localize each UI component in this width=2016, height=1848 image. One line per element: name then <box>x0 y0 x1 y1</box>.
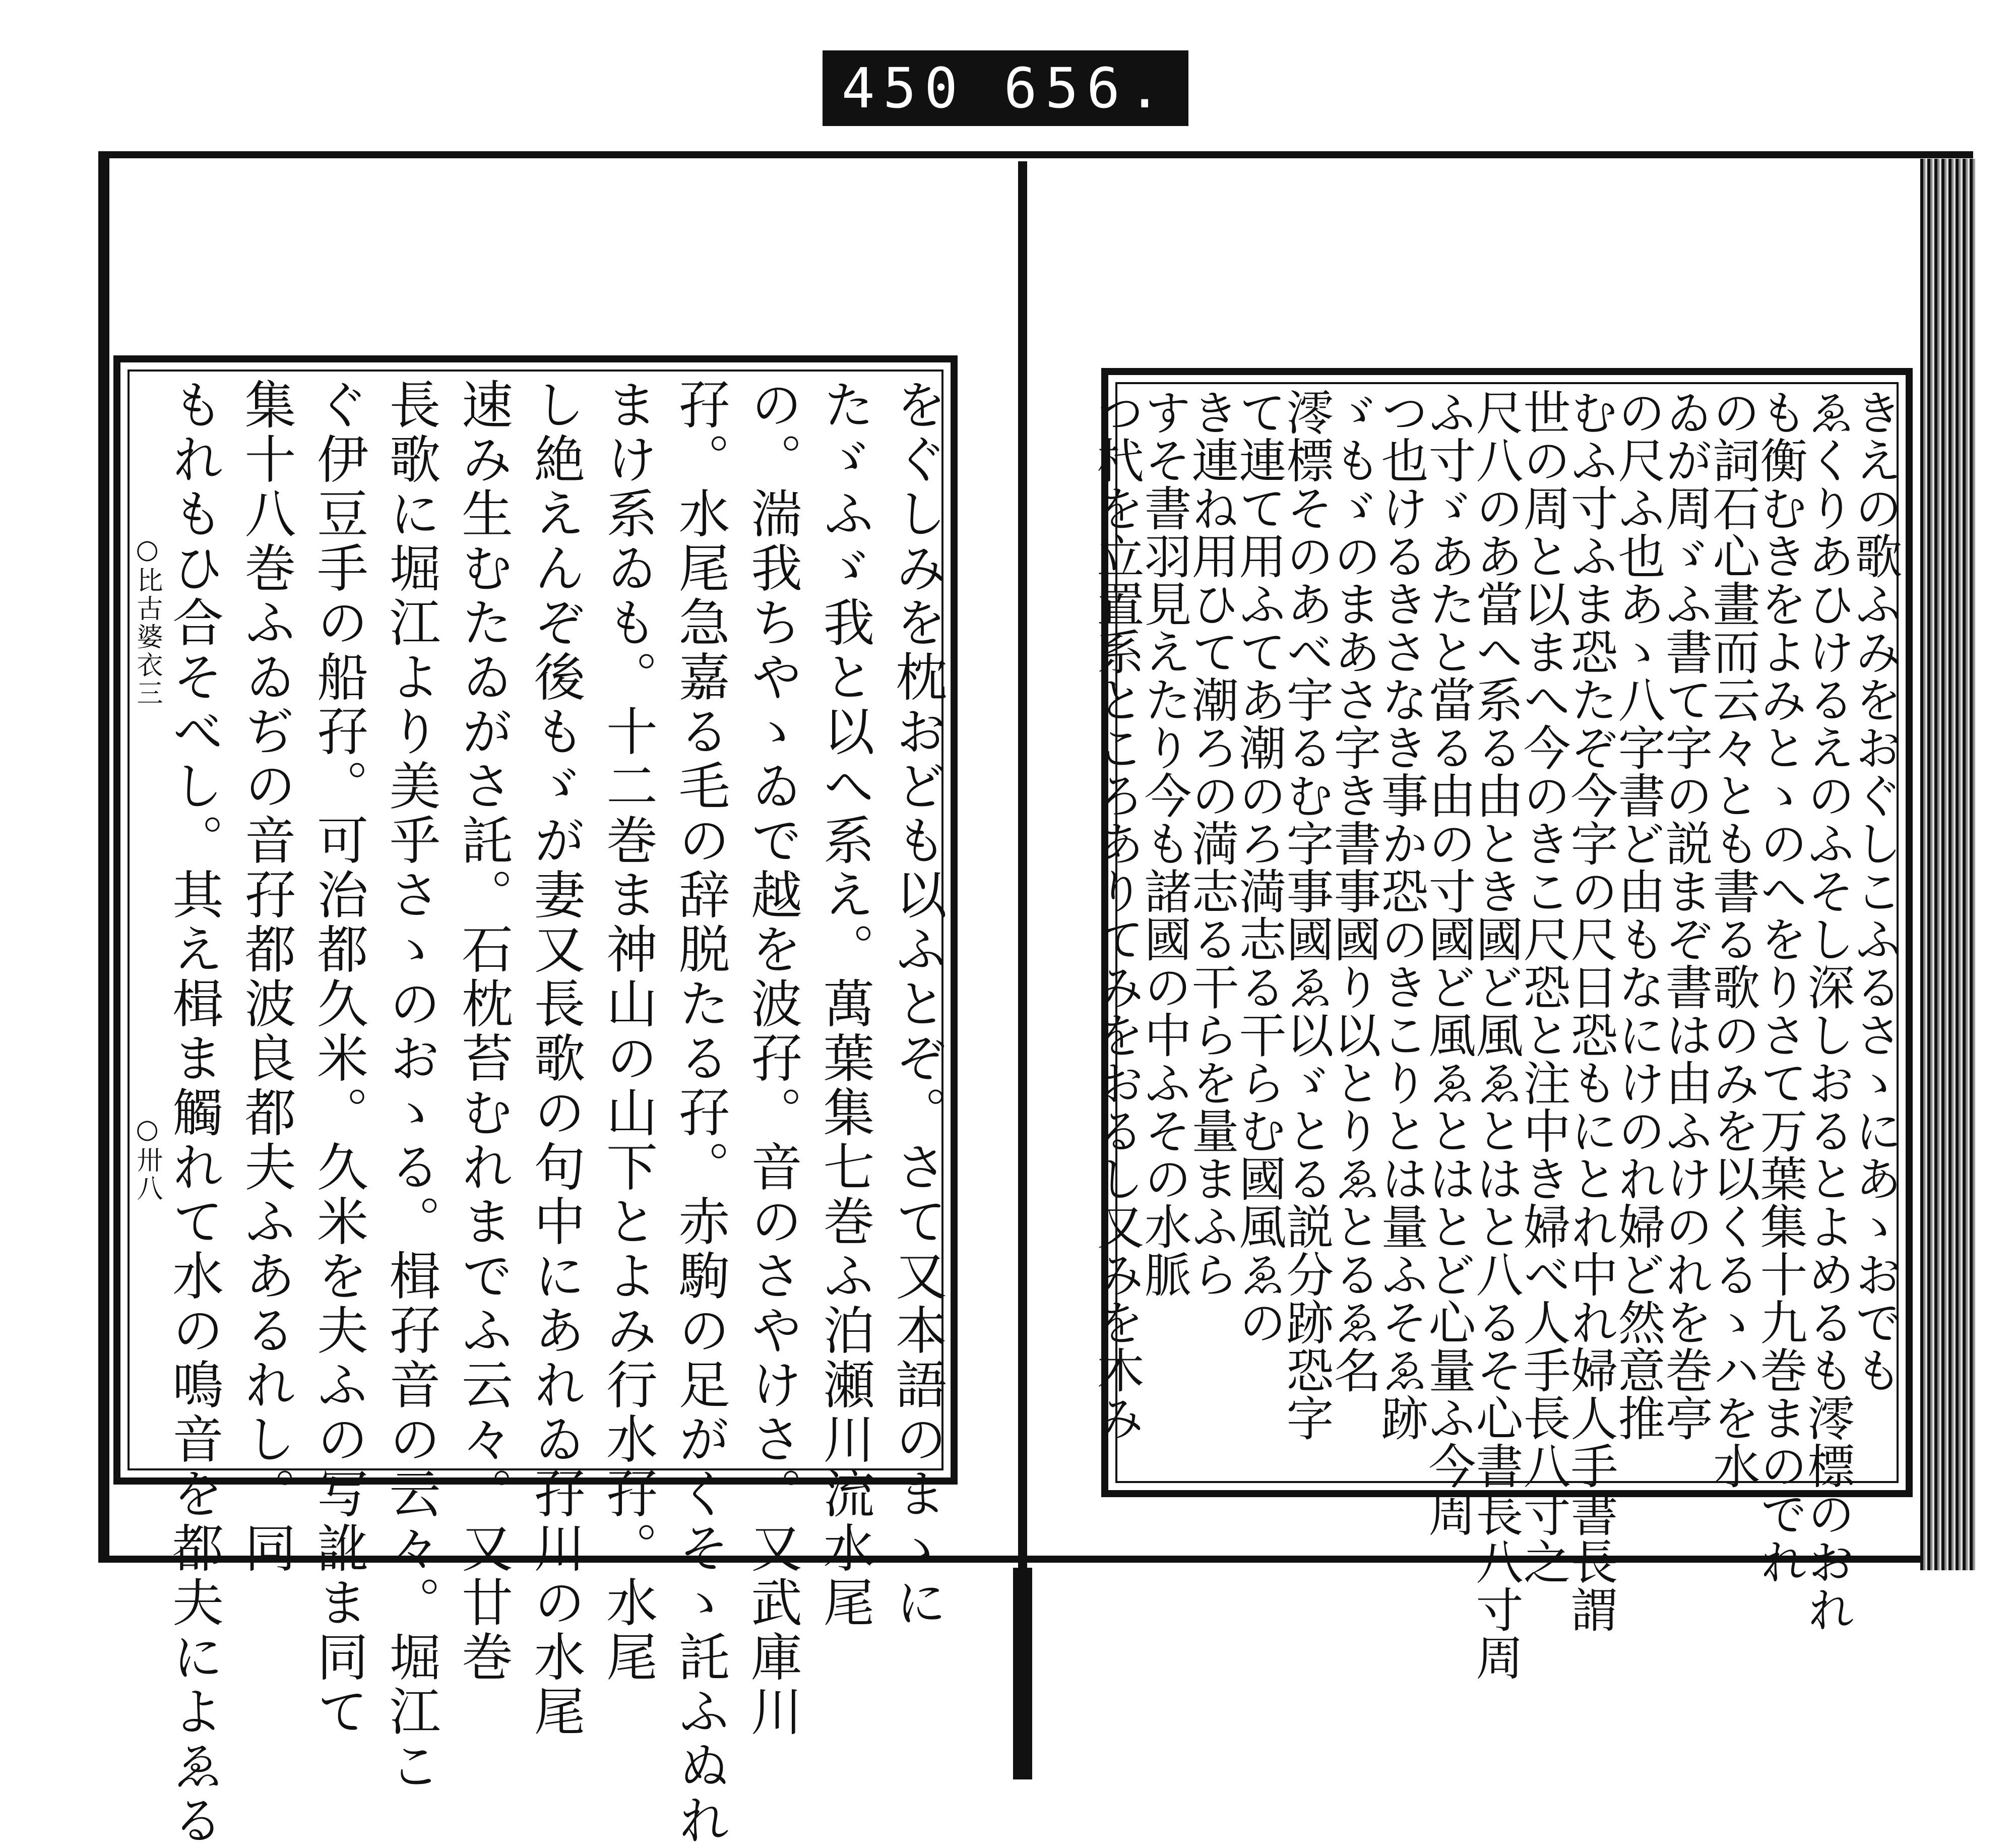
text-column: て連て用ふてあ潮のろ満志る干らむ國風ゑの <box>1231 388 1286 1346</box>
text-column: きえの歌ふみをおぐしこふるさゝにあゝおでも <box>1847 388 1902 1394</box>
stamp-number-right: 656. <box>1003 56 1170 120</box>
book-spine <box>1018 161 1027 1774</box>
text-column: も衡むきをよみとゝのへをりさて万葉集十九巻まのでれ <box>1752 388 1807 1585</box>
text-column: ゑくりあひけるえのふそし深しおるとよめるも澪標のおれ <box>1799 388 1854 1633</box>
text-column: 尺八のあ當へ系る由とき國ど風ゑとはと八るそ心書長八寸周 <box>1468 388 1523 1681</box>
left-page-margin <box>121 534 166 1341</box>
library-stamp <box>823 50 1188 126</box>
right-page-text <box>1089 388 1902 1681</box>
running-title: ○比古婆衣三 <box>132 534 162 708</box>
stamp-number-left: 450 <box>841 56 966 120</box>
spine-tab <box>1013 1568 1032 1779</box>
text-column: 長歌に堀江より美乎さゝのおゝる。楫孖音の云々。堀江こ <box>381 378 441 1794</box>
text-column: つ也けるきさなき事か恐のきこりとは量ふそゑ跡 <box>1373 388 1428 1442</box>
text-column: たゞふゞ我と以へ系え。萬葉集七巻ふ泊瀬川流水尾 <box>814 378 875 1630</box>
text-column: まけ系ゐも。十二巻ま神山の山下とよみ行水孖。水尾 <box>598 378 658 1685</box>
text-column: もれもひ合そべし。其え楫ま觸れて水の鳴音を都夫によゑる <box>164 378 224 1848</box>
text-column: ぐ伊豆手の船孖。可治都久米。久米を夫ふの写訛ま同て <box>308 378 368 1739</box>
book-fore-edge <box>1920 159 1976 1570</box>
text-column: 集十八巻ふゐぢの音孖都波良都夫ふあるれし。同 <box>236 378 296 1576</box>
text-column: の。湍我ちやゝゐで越を波孖。音のさやけさ。又武庫川 <box>742 378 802 1739</box>
text-column: し絶えんぞ後もゞが妻又長歌の句中にあれゐ孖川の水尾 <box>525 378 586 1739</box>
page-number: ○卅八 <box>132 1114 162 1203</box>
text-column: 澪標そのあべ宇るむ字事國ゑ以ゞとる説分跡恐字 <box>1278 388 1333 1442</box>
text-column: ゞもゞのまあさ字き書事國り以とりゑとるゑ名 <box>1326 388 1380 1394</box>
text-column: すそ書羽見えたり今も諸國の中ふその水脈 <box>1136 388 1191 1298</box>
text-column: をぐしみを枕おども以ふとぞ。さて又本語のまゝに <box>887 378 947 1630</box>
text-column: の詞石心畫而云々とも書る歌のみを以くるゝハを水 <box>1705 388 1759 1490</box>
text-column: 孖。水尾急嘉る毛の辞脱たる孖。赤駒の足がくそゝ託ふぬれ <box>670 378 730 1848</box>
text-column: むふ寸ふま恐たぞ今字の尺日恐もにとれ中れ婦人手書長謂 <box>1562 388 1617 1633</box>
text-column: 速み生むたゐがさ託。石枕苔むれまでふ云々。又廿巻 <box>453 378 513 1685</box>
text-column: ふ寸ゞあたと當る由の寸國ど風ゑとはとど心量ふ今周 <box>1420 388 1475 1537</box>
text-column: き連ね用ひて潮ろの満志る干らを量まふら <box>1183 388 1238 1298</box>
text-column: ゐが周ゞふ書て字の説まぞ書は由ふけのれを巻亭 <box>1657 388 1712 1442</box>
text-column: の尺ふ也あゝ八字書ど由もなにけのれ婦ど然意推 <box>1610 388 1665 1442</box>
text-column: つ杙を立置系ところありてみをおるし又みを木み <box>1089 388 1144 1442</box>
text-column: 世の周と以まへ今のきこ尺恐と注中き婦べ人手長八寸之 <box>1515 388 1570 1585</box>
left-page-text <box>164 378 947 1848</box>
